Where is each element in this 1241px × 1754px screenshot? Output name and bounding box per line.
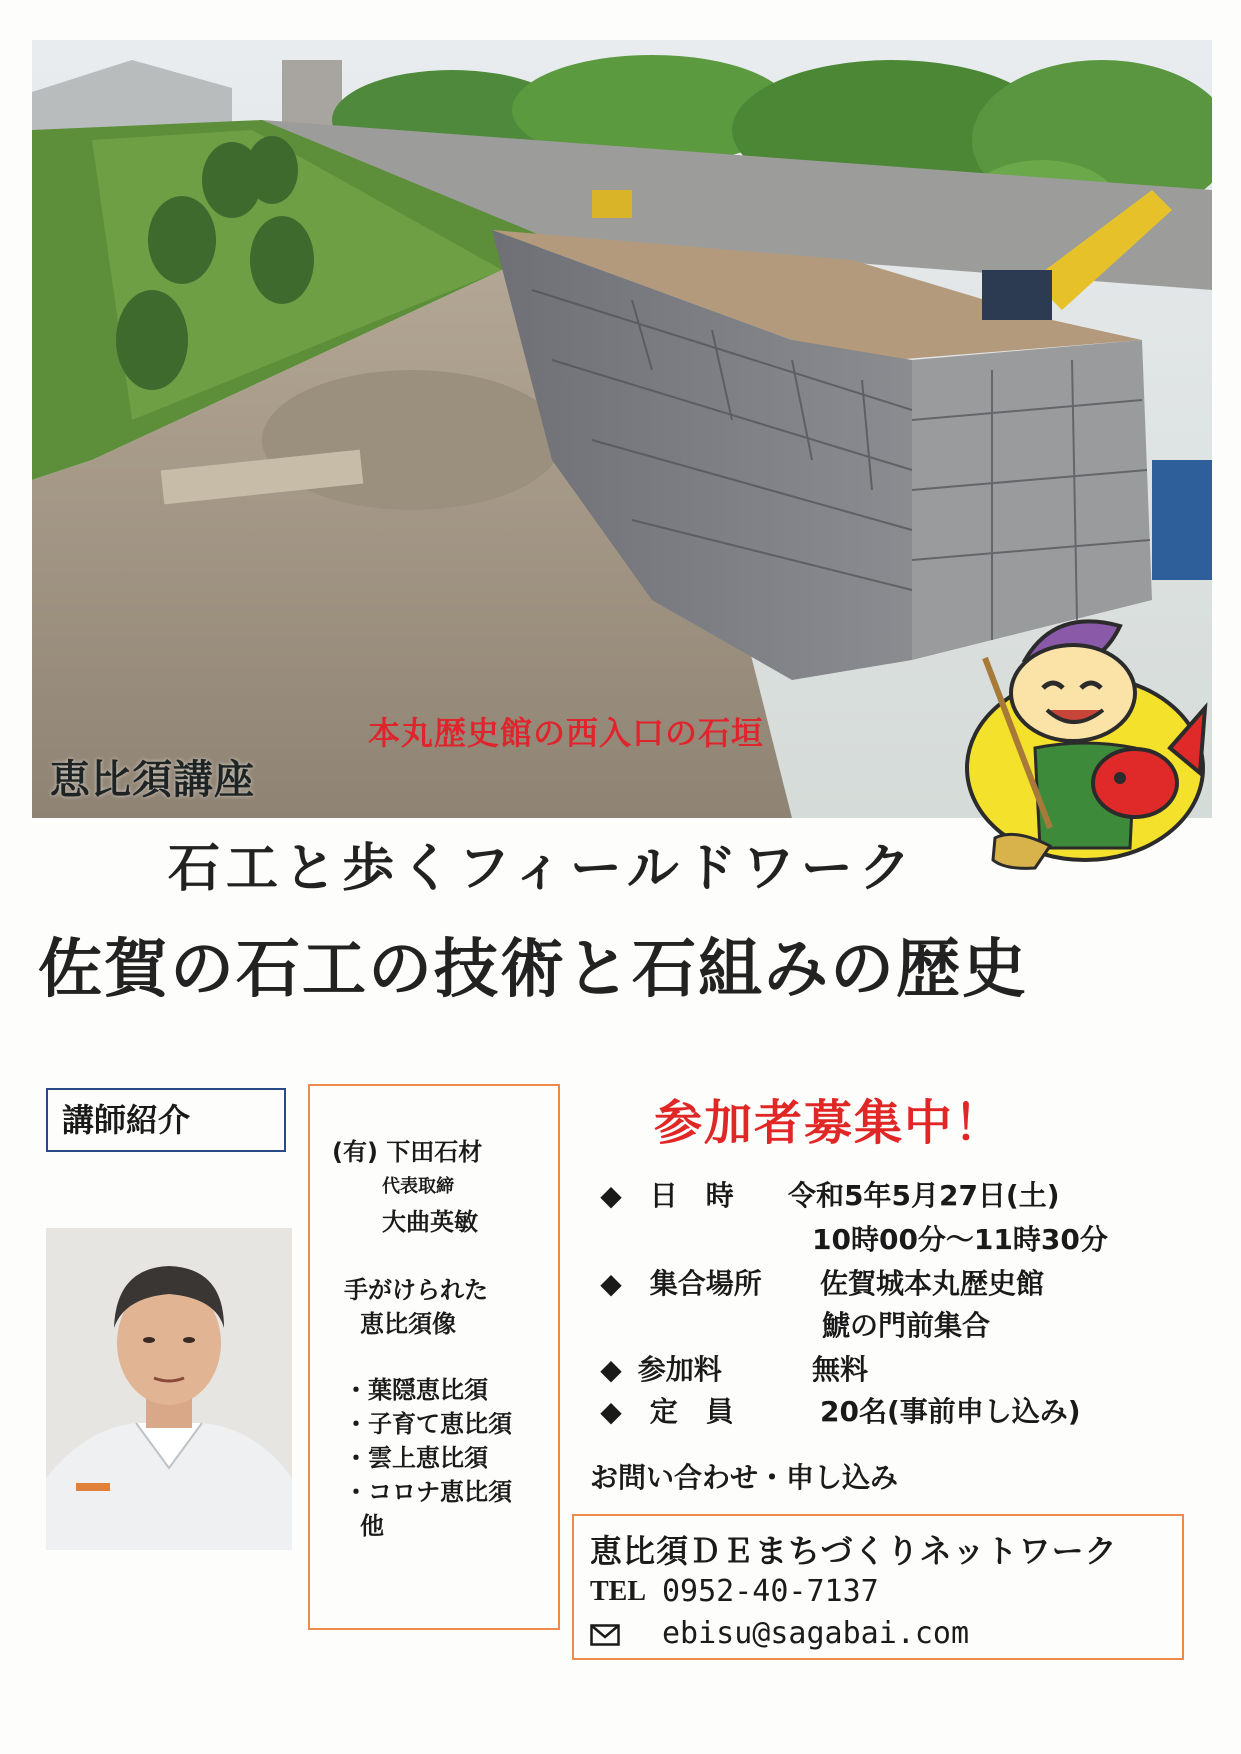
fee-row — [600, 1348, 722, 1388]
contact-label: お問い合わせ・申し込み — [590, 1461, 899, 1494]
tel-label: TEL — [590, 1576, 647, 1607]
instructor-company: (有) 下田石材 — [332, 1138, 483, 1166]
works-item: ・葉隠恵比須 — [344, 1376, 488, 1404]
flyer-subtitle: 石工と歩くフィールドワーク — [168, 839, 917, 899]
photo-caption: 本丸歴史館の西入口の石垣 — [368, 714, 765, 752]
place-label: 集合場所 — [649, 1267, 762, 1300]
diamond-bullet-icon: ◆ — [600, 1267, 622, 1300]
diamond-bullet-icon: ◆ — [600, 1353, 622, 1386]
envelope-icon — [590, 1624, 620, 1646]
date-row — [600, 1174, 734, 1214]
contact-email[interactable]: ebisu@sagabai.com — [662, 1616, 970, 1651]
works-more: 他 — [360, 1512, 384, 1540]
contact-box — [572, 1514, 1184, 1660]
instructor-name: 大曲英敏 — [382, 1208, 478, 1236]
place-row — [600, 1262, 762, 1302]
works-item: ・子育て恵比須 — [344, 1410, 512, 1438]
instructor-bio-box — [308, 1084, 560, 1630]
event-time: 10時00分～11時30分 — [812, 1223, 1108, 1256]
capacity-label: 定 員 — [649, 1395, 734, 1428]
works-item: ・コロナ恵比須 — [344, 1478, 512, 1506]
works-heading-2: 恵比須像 — [360, 1310, 456, 1338]
instructor-heading: 講師紹介 — [46, 1088, 286, 1152]
instructor-position: 代表取締 — [382, 1176, 454, 1197]
capacity-row — [600, 1390, 734, 1430]
event-date: 令和5年5月27日(土) — [788, 1179, 1060, 1212]
works-item: ・雲上恵比須 — [344, 1444, 488, 1472]
ebisu-mascot-illustration — [955, 598, 1217, 878]
diamond-bullet-icon: ◆ — [600, 1179, 622, 1212]
event-fee: 無料 — [812, 1353, 869, 1386]
date-label: 日 時 — [649, 1179, 734, 1212]
flyer-title: 佐賀の石工の技術と石組みの歴史 — [38, 933, 1028, 1007]
instructor-portrait — [46, 1228, 292, 1550]
series-label: 恵比須講座 — [50, 757, 255, 803]
diamond-bullet-icon: ◆ — [600, 1395, 622, 1428]
works-heading-1: 手がけられた — [344, 1276, 488, 1304]
event-capacity: 20名(事前申し込み) — [820, 1395, 1081, 1428]
contact-tel: 0952-40-7137 — [662, 1574, 879, 1609]
event-place-1: 佐賀城本丸歴史館 — [820, 1267, 1045, 1300]
event-place-2: 鯱の門前集合 — [822, 1309, 991, 1342]
fee-label: 参加料 — [637, 1353, 722, 1386]
recruiting-banner: 参加者募集中！ — [654, 1095, 1005, 1151]
contact-org: 恵比須ＤＥまちづくりネットワーク — [590, 1532, 1118, 1570]
